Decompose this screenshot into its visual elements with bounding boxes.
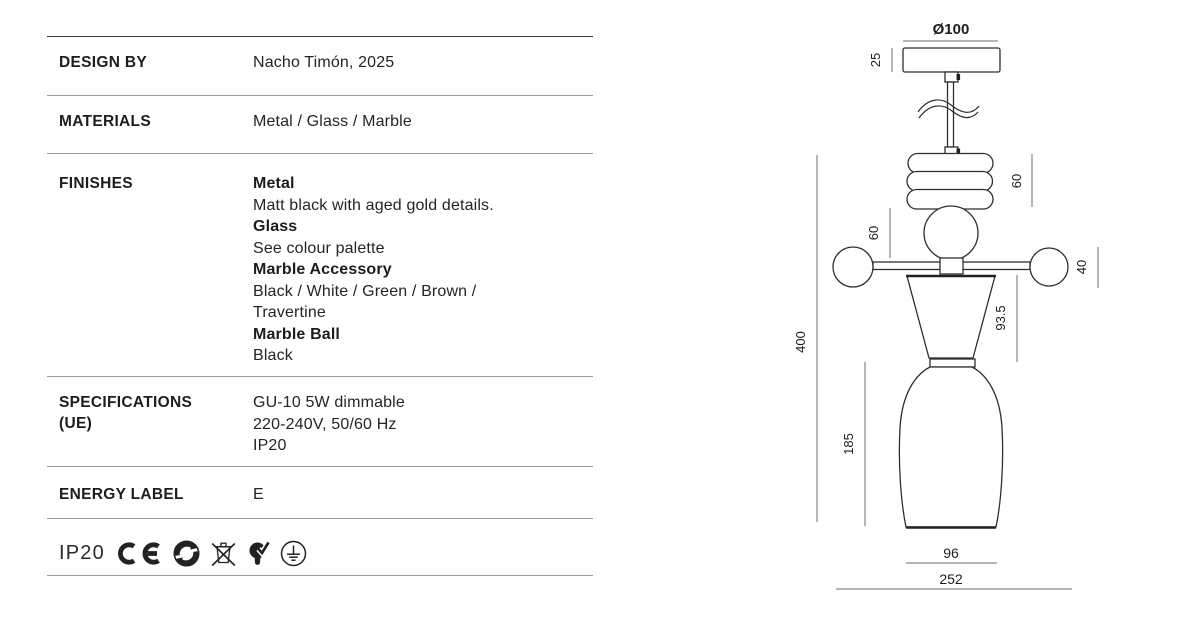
value-line: Nacho Timón, 2025 bbox=[253, 54, 395, 71]
stem-rod bbox=[948, 82, 954, 147]
value-line: Matt black with aged gold details. bbox=[253, 196, 494, 214]
dim-rings-height: 60 bbox=[1009, 173, 1024, 189]
row-value-energy bbox=[253, 484, 264, 518]
row-value-finishes bbox=[253, 173, 494, 376]
arm-left bbox=[873, 262, 941, 270]
arm-ball-left bbox=[833, 247, 873, 287]
neck-ring bbox=[930, 359, 975, 367]
row-label-specifications: SPECIFICATIONS (UE) bbox=[59, 394, 193, 432]
row-label-finishes: FINISHES bbox=[59, 175, 133, 192]
technical-drawing bbox=[780, 0, 1185, 638]
table-row-materials bbox=[47, 95, 593, 153]
set-screw-top bbox=[957, 74, 961, 80]
value-line: GU-10 5W dimmable bbox=[253, 394, 405, 411]
table-row-energy-label bbox=[47, 466, 593, 518]
canopy bbox=[903, 48, 1000, 72]
dim-total-width: 252 bbox=[939, 571, 963, 587]
glass-ring-1 bbox=[908, 154, 993, 174]
spec-table bbox=[47, 36, 593, 576]
bulb-check-icon bbox=[247, 539, 271, 568]
row-label-design-by: DESIGN BY bbox=[59, 54, 147, 71]
value-line: E bbox=[253, 486, 264, 503]
value-line: Marble Accessory bbox=[253, 261, 392, 278]
glass-shade bbox=[899, 367, 1002, 527]
dim-arm-ball: 40 bbox=[1074, 259, 1089, 275]
dim-canopy-diameter: Ø100 bbox=[932, 21, 970, 38]
dim-shade-height: 185 bbox=[841, 433, 856, 455]
ce-mark-icon bbox=[117, 541, 164, 566]
protective-earth-icon bbox=[280, 540, 307, 567]
arm-ball-right bbox=[1030, 248, 1068, 286]
dim-canopy-height: 25 bbox=[868, 52, 883, 68]
arm-right bbox=[962, 262, 1030, 270]
row-label-materials: MATERIALS bbox=[59, 113, 151, 130]
value-line: Metal / Glass / Marble bbox=[253, 113, 412, 130]
table-row-specifications bbox=[47, 376, 593, 466]
value-line: 220-240V, 50/60 Hz bbox=[253, 415, 397, 433]
weee-crossed-bin-icon bbox=[209, 539, 238, 568]
row-value-materials bbox=[253, 111, 412, 153]
row-label-energy: ENERGY LABEL bbox=[59, 486, 184, 503]
row-value-specifications bbox=[253, 392, 405, 466]
stem-connector-top bbox=[945, 72, 958, 82]
value-line: Black bbox=[253, 347, 293, 364]
dim-cone-height: 93.5 bbox=[993, 305, 1008, 331]
cone-shade bbox=[907, 276, 995, 358]
arm-hub bbox=[940, 258, 963, 274]
table-row-finishes bbox=[47, 153, 593, 376]
certifications-row bbox=[47, 518, 593, 575]
value-line: IP20 bbox=[253, 437, 287, 454]
table-row-design-by bbox=[47, 36, 593, 95]
value-line: Marble Ball bbox=[253, 325, 341, 343]
table-bottom-rule bbox=[47, 575, 593, 576]
dim-shade-bottom-width: 96 bbox=[943, 545, 959, 561]
marble-ball bbox=[924, 206, 978, 260]
value-line: See colour palette bbox=[253, 239, 385, 257]
value-line: Black / White / Green / Brown / bbox=[253, 282, 477, 300]
row-value-design-by bbox=[253, 52, 394, 95]
value-line: Travertine bbox=[253, 304, 326, 321]
value-line: Glass bbox=[253, 218, 298, 235]
dim-ball-height: 60 bbox=[866, 225, 881, 241]
green-dot-recycling-icon bbox=[173, 540, 200, 567]
ip-rating-text: IP20 bbox=[59, 542, 105, 564]
glass-ring-2 bbox=[907, 172, 993, 192]
value-line: Metal bbox=[253, 175, 295, 192]
dim-total-height: 400 bbox=[793, 331, 808, 353]
